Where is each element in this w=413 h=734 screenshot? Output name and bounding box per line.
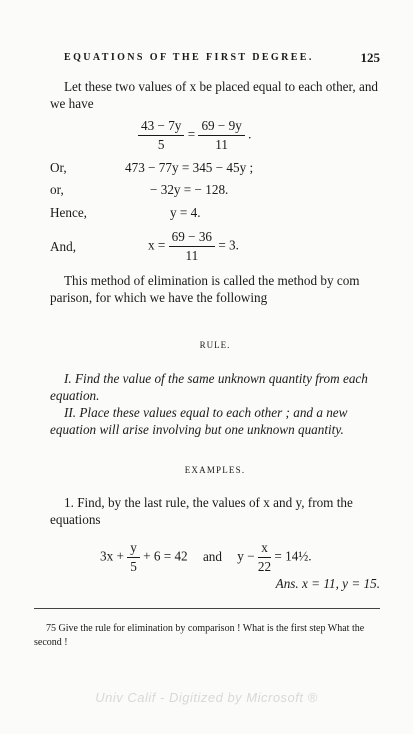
footnote-text: 75 Give the rule for elimination by comparison ! What is the first step What the second ! <box>34 623 365 648</box>
equation-period: . <box>248 126 252 142</box>
x-equation <box>148 229 239 264</box>
x-fraction-numerator: 69 − 36 <box>169 229 215 247</box>
step-label: Hence, <box>50 205 87 220</box>
header-title: EQUATIONS OF THE FIRST DEGREE. <box>64 52 314 63</box>
step-expression: − 32y = − 128. <box>150 182 229 197</box>
rule-heading: RULE. <box>199 340 231 350</box>
examples-heading: EXAMPLES. <box>184 465 246 475</box>
page-number: 125 <box>360 50 380 65</box>
x-equation-lhs: x = <box>148 237 166 253</box>
eq-a-denominator: 5 <box>130 559 137 574</box>
footnote-divider <box>34 608 380 609</box>
method-paragraph: This method of elimination is called the method by com parison, for which we have the following <box>50 273 360 305</box>
equation-fractions <box>138 118 251 153</box>
step-label: Or, <box>50 160 67 175</box>
answer: Ans. x = 11, y = 15. <box>275 576 380 591</box>
fraction-right-denominator: 11 <box>215 137 228 152</box>
and-word: and <box>202 548 222 564</box>
step-expression: y = 4. <box>170 205 201 220</box>
eq-a-suffix: + 6 = 42 <box>143 548 188 564</box>
fraction-left-numerator: 43 − 7y <box>138 118 184 136</box>
fraction-left <box>138 118 184 153</box>
digitizer-watermark: Univ Calif - Digitized by Microsoft ® <box>95 690 318 705</box>
example-1-equations <box>100 540 312 575</box>
eq-b-prefix: y − <box>237 548 255 564</box>
eq-b-denominator: 22 <box>257 559 272 574</box>
intro-paragraph: Let these two values of x be placed equal to each other, and we have <box>50 79 379 111</box>
eq-b-numerator: x <box>258 540 271 558</box>
eq-a-prefix: 3x + <box>100 548 124 564</box>
eq-a-fraction <box>127 540 140 575</box>
eq-b-suffix: = 14½. <box>274 548 312 564</box>
eq-a-numerator: y <box>127 540 140 558</box>
x-equation-fraction <box>169 229 215 264</box>
fraction-right-numerator: 69 − 9y <box>198 118 244 136</box>
step-expression: 473 − 77y = 345 − 45y ; <box>125 160 254 175</box>
rule-item: II. Place these values equal to each other ; and a new equation will arise involving but one unknown quantity. <box>50 405 348 437</box>
example-1-text: 1. Find, by the last rule, the values of x and y, from the equations <box>50 495 353 527</box>
step-label: or, <box>50 182 64 197</box>
equals-sign: = <box>187 126 196 142</box>
x-equation-rhs: = 3. <box>218 237 239 253</box>
x-fraction-denominator: 11 <box>185 248 199 263</box>
fraction-left-denominator: 5 <box>157 137 165 152</box>
fraction-right <box>198 118 244 153</box>
running-header <box>64 52 380 63</box>
rule-item: I. Find the value of the same unknown quantity from each equation. <box>50 371 368 403</box>
eq-b-fraction <box>258 540 271 575</box>
step-label: And, <box>50 239 77 254</box>
